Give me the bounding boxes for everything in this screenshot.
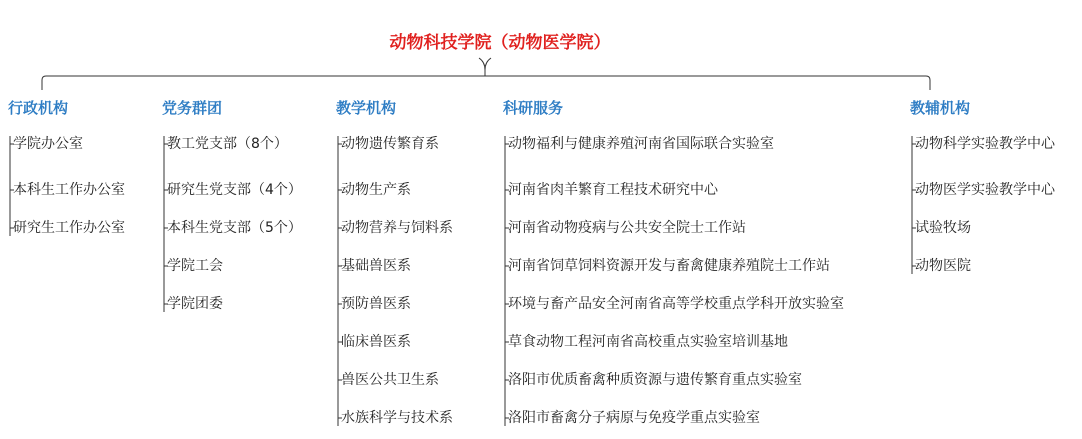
org-unit: 学院团委 bbox=[167, 296, 223, 312]
org-unit: 动物福利与健康养殖河南省国际联合实验室 bbox=[508, 136, 774, 152]
chart-title: 动物科技学院（动物医学院） bbox=[389, 33, 611, 53]
org-unit: 河南省动物疫病与公共安全院士工作站 bbox=[508, 220, 746, 236]
org-unit: 草食动物工程河南省高校重点实验室培训基地 bbox=[508, 334, 788, 350]
org-unit: 洛阳市畜禽分子病原与免疫学重点实验室 bbox=[508, 410, 760, 426]
org-unit: 动物医学实验教学中心 bbox=[915, 182, 1055, 198]
org-unit: 河南省饲草饲料资源开发与畜禽健康养殖院士工作站 bbox=[508, 258, 830, 274]
org-unit: 预防兽医系 bbox=[341, 296, 411, 312]
root-bar-line bbox=[42, 76, 930, 90]
org-unit: 研究生党支部（4个） bbox=[167, 182, 302, 198]
org-unit: 动物科学实验教学中心 bbox=[915, 136, 1055, 152]
column-heading: 教学机构 bbox=[336, 99, 397, 117]
org-unit: 动物医院 bbox=[915, 258, 971, 274]
org-unit: 洛阳市优质畜禽种质资源与遗传繁育重点实验室 bbox=[508, 372, 802, 388]
org-unit: 动物营养与饲料系 bbox=[341, 220, 453, 236]
org-unit: 教工党支部（8个） bbox=[167, 136, 288, 152]
org-unit: 本科生工作办公室 bbox=[13, 182, 125, 198]
org-unit: 试验牧场 bbox=[915, 220, 971, 236]
org-unit: 动物遗传繁育系 bbox=[341, 136, 439, 152]
column-heading: 行政机构 bbox=[8, 99, 69, 117]
column-heading: 教辅机构 bbox=[910, 99, 971, 117]
org-unit: 临床兽医系 bbox=[341, 334, 411, 350]
org-unit: 河南省肉羊繁育工程技术研究中心 bbox=[508, 182, 718, 198]
org-unit: 学院工会 bbox=[167, 258, 223, 274]
org-unit: 本科生党支部（5个） bbox=[167, 220, 302, 236]
org-unit: 动物生产系 bbox=[341, 182, 411, 198]
org-unit: 基础兽医系 bbox=[341, 258, 411, 274]
root-notch-line bbox=[479, 58, 485, 76]
org-unit: 环境与畜产品安全河南省高等学校重点学科开放实验室 bbox=[508, 296, 844, 312]
root-notch-line-right bbox=[485, 58, 491, 70]
column-heading: 科研服务 bbox=[503, 99, 564, 117]
column-heading: 党务群团 bbox=[162, 99, 223, 117]
org-unit: 学院办公室 bbox=[13, 136, 83, 152]
org-unit: 兽医公共卫生系 bbox=[341, 372, 439, 388]
org-unit: 水族科学与技术系 bbox=[341, 410, 453, 426]
org-unit: 研究生工作办公室 bbox=[13, 220, 125, 236]
